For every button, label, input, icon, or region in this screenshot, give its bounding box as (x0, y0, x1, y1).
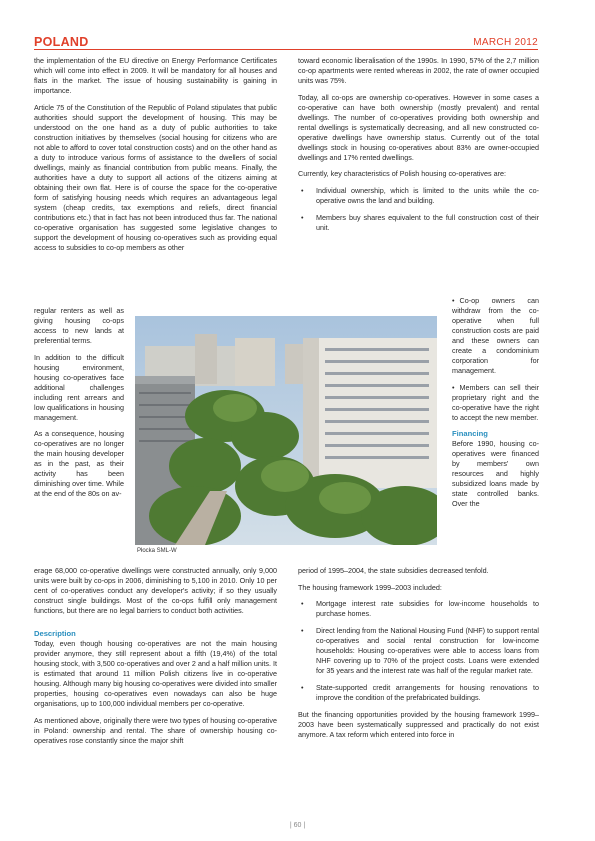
list-item: • Members can sell their proprietary right and the co-operative have the right to accept the new member. (452, 383, 539, 423)
right-column-narrow (452, 296, 539, 509)
paragraph: period of 1995–2004, the state subsidies decreased tenfold. (298, 566, 489, 575)
photo-caption: Płocka SML-W (137, 548, 177, 554)
paragraph: Today, all co-ops are ownership co-operatives. However in some cases a co-operative can have both ownership (mostly prevalent) and rental dwellings. The number of co-operatives providing both ownership and rental dwellings is systematically decreasing, and all new constructed co-operative dwellings have ownership status. Currently out of the total dwellings stock in housing co-operatives about 83% are owner-occupied dwellings and 17% rented dwellings. (298, 92, 539, 162)
paragraph: Currently, key characteristics of Polish housing co-operatives are: (298, 169, 506, 178)
paragraph: As a consequence, housing co-operatives are no longer the main housing developer as in the past, as their activity has been diminishing over time. While at the end of the 80s on av- (34, 429, 124, 498)
paragraph: The housing framework 1999–2003 included: (298, 582, 442, 592)
framework-list (298, 599, 539, 703)
right-column-top (298, 56, 539, 240)
heading-description: Description (34, 629, 76, 638)
left-column-top (34, 56, 277, 253)
list-item: • Members buy shares equivalent to the full construction cost of their unit. (298, 213, 539, 233)
page-number: | 60 | (289, 822, 306, 829)
heading-financing: Financing (452, 429, 488, 438)
paragraph: As mentioned above, originally there were two types of housing co-operative in Poland: ownership and rental. The share of ownership housing co-operatives rose constantly since the major shift (34, 715, 277, 745)
left-column-narrow (34, 306, 124, 499)
paragraph: erage 68,000 co-operative dwellings were constructed annually, only 9,000 units were built by co-ops in 2006, diminishing to 5,100 in 2010. Only 10 per cent of co-operatives conduct any developer's activity; if so they usually construct single buildings. Most of the co-ops fulfill only management functions, but there are no legal barriers to conduct both activities. (34, 566, 277, 615)
header-country: POLAND (34, 35, 89, 49)
list-item: • Direct lending from the National Housing Fund (NHF) to support rental co-operatives and social rental construction for low-income households: Housing co-operatives were able to access loans from NHF covering up to 70% of the project costs. Loans were extended for 35 years and the interest rate was half of the regular market rate. (298, 626, 539, 676)
paragraph: But the financing opportunities provided by the housing framework 1999–2003 have been systematically suppressed and practically do not exist anymore. A tax reform which entered into force in (298, 710, 539, 739)
list-item: • Individual ownership, which is limited to the units while the co-operative owns the land and building. (298, 186, 539, 206)
header-date: MARCH 2012 (473, 37, 538, 48)
housing-estate-photo (135, 316, 437, 545)
right-column-bottom (298, 566, 539, 747)
header-rule (34, 49, 538, 50)
paragraph: Before 1990, housing co-operatives were financed by members' own resources and highly subsidized loans made by state controlled banks. Over the (452, 439, 539, 508)
list-item: • Co-op owners can withdraw from the co-operative when full construction costs are paid and these owners can create a condominium corporation for management. (452, 296, 539, 376)
paragraph: regular renters as well as giving housing co-ops access to new lands at preferential terms. (34, 306, 124, 345)
paragraph: Article 75 of the Constitution of the Republic of Poland stipulates that public authorities should support the development of housing. This may be understood on the one hand as a duty of public authorities to take construction initiatives by themselves (social housing for citizens who are not able to afford to cover total construction costs) and on the other hand as a duty to introduce various forms of assistance to the dwellers of social dwellings, mainly as financial contribution from public means. Finally, the authorities have a duty to support all actions of the citizens aiming at obtaining their own flat. Here is of course the space for the co-operative form of satisfying housing needs which requires an advantageous legal system (cheap credits, tax exemptions and reliefs, direct financial contributions etc.) that in fact has not been introduced thus far. The national co-operative organisation has suggested some legislative changes to support the development of housing co-operatives such as providing equal access to subsidies to co-op members as other (34, 102, 277, 252)
housing-estate-illustration (135, 316, 437, 545)
list-item: • Mortgage interest rate subsidies for low-income households to purchase homes. (298, 599, 539, 619)
left-column-bottom (34, 566, 277, 752)
characteristics-list (298, 186, 539, 233)
paragraph: toward economic liberalisation of the 1990s. In 1990, 57% of the 2,7 million co-op apartments were rented whereas in 2002, the rate of owner occupied units was 75%. (298, 56, 539, 85)
paragraph: the implementation of the EU directive on Energy Performance Certificates which will come into effect in 2009. It will be mandatory for all houses and flats in the market. The issue of housing sustainability is gaining in importance. (34, 56, 277, 95)
paragraph: In addition to the difficult housing environment, housing co-operatives face additional challenges including rent arrears and low qualifications in housing management. (34, 352, 124, 422)
list-item: • State-supported credit arrangements for housing renovations to improve the condition of the prefabricated buildings. (298, 683, 539, 703)
paragraph: Today, even though housing co-operatives are not the main housing provider anymore, they still represent about a fifth (19,4%) of the total housing stock, with 3,500 co-operatives and over 2 and a half million units. It is estimated that around 11 million Polish citizens live in co-operative housing. Although many big housing co-operatives were divided into smaller properties, housing co-operatives even nowadays can also be huge organisations, up to 100,000 individual members per co-operative. (34, 639, 277, 708)
